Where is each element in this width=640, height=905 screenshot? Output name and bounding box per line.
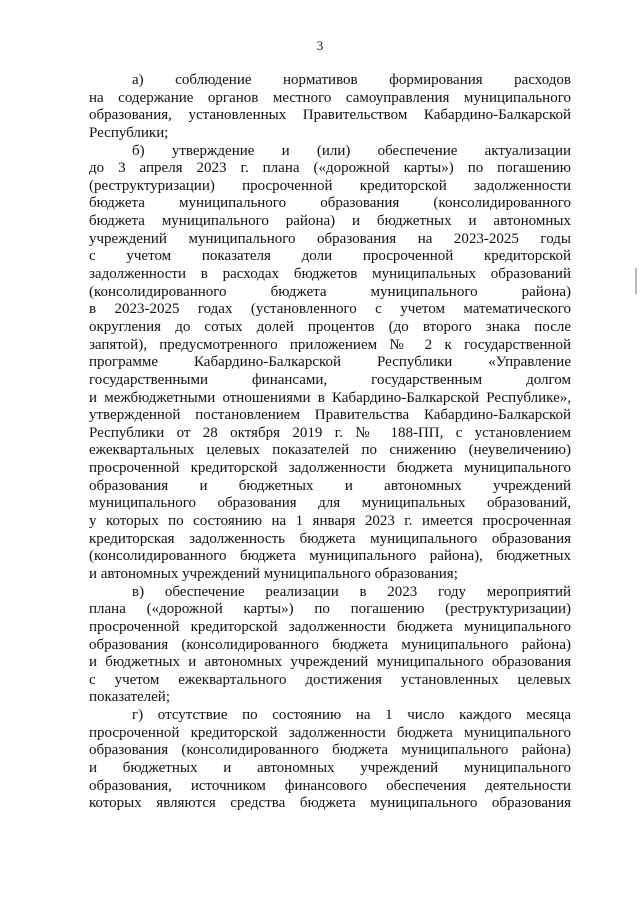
text-line: с учетом ежеквартального достижения установленных целевых: [89, 671, 571, 688]
text-line: на содержание органов местного самоуправления муниципального: [89, 89, 571, 106]
text-line: кредиторская задолженность бюджета муниципального образования: [89, 530, 571, 547]
text-line: (реструктуризации) просроченной кредиторской задолженности: [89, 177, 571, 194]
text-line: просроченной кредиторской задолженности бюджета муниципального: [89, 724, 571, 741]
text-line: образования, установленных Правительством Кабардино-Балкарской: [89, 107, 571, 124]
text-line: б) утверждение и (или) обеспечение актуализации: [132, 142, 571, 159]
text-line: образования, источником финансового обеспечения деятельности: [89, 777, 571, 794]
text-line: г) отсутствие по состоянию на 1 число каждого месяца: [132, 707, 571, 724]
text-line: Республики от 28 октября 2019 г. № 188-ПП, с установлением: [89, 424, 571, 441]
page-number: 3: [316, 38, 324, 53]
text-line: округления до сотых долей процентов (до второго знака после: [89, 318, 571, 335]
text-line: плана («дорожной карты») по погашению (реструктуризации): [89, 601, 571, 618]
text-line: и межбюджетными отношениями в Кабардино-Балкарской Республике»,: [89, 389, 571, 406]
text-line: с учетом показателя доли просроченной кредиторской: [89, 248, 571, 265]
text-line: запятой), предусмотренного приложением № 2 к государственной: [89, 336, 571, 353]
text-line: у которых по состоянию на 1 января 2023 г. имеется просроченная: [89, 513, 571, 530]
text-line: Республики;: [89, 124, 169, 141]
text-line: утвержденной постановлением Правительства Кабардино-Балкарской: [89, 407, 571, 424]
text-line: бюджета муниципального образования (консолидированного: [89, 195, 571, 212]
text-line: до 3 апреля 2023 г. плана («дорожной карты») по погашению: [89, 160, 571, 177]
text-line: и автономных учреждений муниципального образования;: [89, 565, 458, 582]
text-line: а) соблюдение нормативов формирования расходов: [132, 72, 571, 88]
text-line: бюджета муниципального района) и бюджетных и автономных: [89, 213, 571, 230]
text-line: образования (консолидированного бюджета муниципального района): [89, 742, 571, 759]
text-line: государственными финансами, государственным долгом: [89, 371, 571, 388]
text-line: в) обеспечение реализации в 2023 году мероприятий: [132, 583, 571, 600]
document-body: [89, 72, 571, 813]
scan-edge-mark: [635, 268, 637, 294]
text-line: (консолидированного бюджета муниципального района), бюджетных: [89, 548, 571, 565]
text-line: образования и бюджетных и автономных учреждений: [89, 477, 571, 494]
text-line: образования (консолидированного бюджета муниципального района): [89, 636, 571, 653]
text-line: и бюджетных и автономных учреждений муниципального: [89, 759, 571, 776]
text-line: в 2023-2025 годах (установленного с учетом математического: [89, 301, 571, 318]
text-line: просроченной кредиторской задолженности бюджета муниципального: [89, 460, 571, 477]
text-line: муниципального образования для муниципальных образований,: [89, 495, 571, 512]
text-line: и бюджетных и автономных учреждений муниципального образования: [89, 654, 571, 671]
text-line: учреждений муниципального образования на 2023-2025 годы: [89, 230, 571, 247]
text-line: просроченной кредиторской задолженности бюджета муниципального: [89, 618, 571, 635]
text-line: ежеквартальных целевых показателей по снижению (неувеличению): [89, 442, 571, 459]
text-line: (консолидированного бюджета муниципального района): [89, 283, 571, 300]
text-line: программе Кабардино-Балкарской Республики «Управление: [89, 354, 571, 371]
text-line: которых являются средства бюджета муниципального образования: [89, 795, 571, 812]
text-line: задолженности в расходах бюджетов муниципальных образований: [89, 266, 571, 283]
text-line: показателей;: [89, 689, 170, 706]
